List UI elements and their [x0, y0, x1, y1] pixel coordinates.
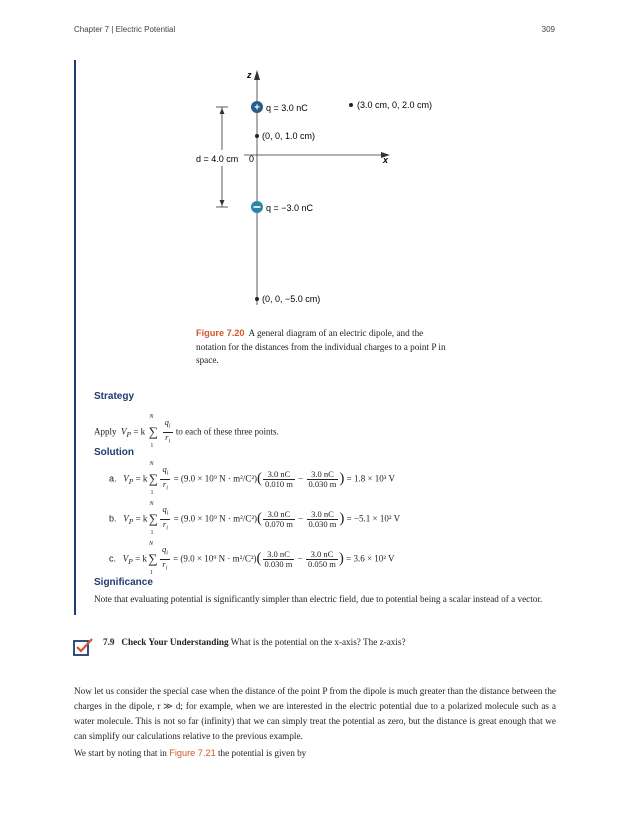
sum-upper: N — [149, 414, 154, 421]
positive-charge-label: q = 3.0 nC — [266, 103, 308, 113]
formula-fraction: $\frac{q_i}{r_i}$ — [161, 544, 168, 572]
solution-result: = −5.1 × 10² V — [346, 513, 401, 524]
solution-row: c. $V_P = k\sum$ N 1 $\frac{q_i}{r_i}$ = (9.0 × 10⁹ N · m²/C²)( $\frac{3.0 nC}{0.030 m}$ − $\frac{3.0 nC}{0.050 m}$ ) = 3.6 × 10² V — [109, 541, 395, 577]
p2-end: the potential is given by — [217, 748, 307, 758]
page-number: 309 — [541, 25, 555, 34]
negative-charge-label: q = −3.0 nC — [266, 203, 314, 213]
solution-label: a. — [109, 473, 117, 484]
term-1: $\frac{3.0 nC}{0.070 m}$ — [265, 508, 293, 529]
formula-sub-p: P — [128, 477, 134, 487]
formula-eq: = k — [135, 473, 148, 484]
p2-start: We start by noting that in — [74, 748, 167, 758]
solution-row: a. $V_P = k\sum$ N 1 $\frac{q_i}{r_i}$ = (9.0 × 10⁹ N · m²/C²)( $\frac{3.0 nC}{0.010 m}$ − $\frac{3.0 nC}{0.030 m}$ ) = 1.8 × 10³ V — [109, 461, 396, 497]
strategy-line — [94, 414, 279, 450]
formula-eq: = k — [135, 513, 148, 524]
formula-fraction: $\frac{q_i}{r_i}$ — [164, 417, 171, 445]
coulomb-constant: = (9.0 × 10⁹ N · m²/C²) — [173, 513, 258, 524]
strategy-tail: to each of these three points. — [175, 426, 279, 437]
point-c-dot — [349, 103, 353, 107]
coulomb-constant: = (9.0 × 10⁹ N · m²/C²) — [173, 473, 258, 484]
point-b-label: (0, 0, −5.0 cm) — [262, 294, 321, 304]
formula-v: V — [121, 426, 127, 437]
formula-fraction: $\frac{q_i}{r_i}$ — [162, 504, 169, 532]
dipole-figure — [0, 0, 630, 330]
figure-caption — [196, 327, 446, 368]
strategy-heading: Strategy — [94, 391, 135, 402]
sum-lower: 1 — [150, 443, 154, 450]
z-axis-arrow — [254, 70, 260, 80]
coulomb-constant: = (9.0 × 10⁹ N · m²/C²) — [173, 553, 257, 564]
check-understanding — [103, 636, 523, 649]
body-paragraph-1: Now let us consider the special case when the distance of the point P from the dipole is much greater than the distance between the charges in the dipole, r ≫ d; for example, when we are interested in the electric potential due to a polarized molecule such as a water molecule. This is not so far (infinity) that we can simply treat the potential as zero, but the distance is great enough that we can simplify our calculations relative to the previous example. — [74, 686, 556, 741]
point-b-dot — [255, 297, 259, 301]
term-1: $\frac{3.0 nC}{0.010 m}$ — [265, 468, 293, 489]
x-axis-label: x — [383, 155, 389, 165]
z-axis-label: z — [247, 70, 252, 80]
solution-label: b. — [109, 513, 117, 524]
sum-symbol: ∑ N 1 — [148, 501, 159, 537]
term-2: $\frac{3.0 nC}{0.030 m}$ — [308, 468, 337, 489]
formula-v: V — [123, 513, 129, 524]
significance-heading: Significance — [94, 577, 153, 588]
solution-result: = 1.8 × 10³ V — [346, 473, 396, 484]
formula-v: V — [122, 553, 129, 564]
checklist-icon — [72, 637, 94, 657]
significance-text: Note that evaluating potential is significantly simpler than electric field, due to potential being a scalar instead of a vector. — [94, 594, 543, 604]
formula-fraction: $\frac{q_i}{r_i}$ — [162, 464, 169, 492]
figure-7-21-link[interactable]: Figure 7.21 — [169, 748, 216, 758]
point-c-label: (3.0 cm, 0, 2.0 cm) — [357, 100, 433, 110]
formula-eq: = k — [135, 553, 147, 564]
term-1: $\frac{3.0 nC}{0.030 m}$ — [264, 548, 293, 569]
formula-v: V — [123, 473, 129, 484]
solution-label: c. — [109, 553, 117, 564]
running-header: Chapter 7 | Electric Potential — [74, 25, 176, 34]
sum-symbol: ∑ N 1 — [148, 414, 159, 450]
formula-sub-p: P — [128, 517, 134, 527]
solution-heading: Solution — [94, 447, 134, 458]
formula-sub-p: P — [128, 557, 133, 567]
body-paragraph-2 — [74, 746, 556, 761]
figure-caption-label: Figure 7.20 — [196, 328, 245, 338]
check-title: Check Your Understanding — [121, 637, 229, 647]
solution-result: = 3.6 × 10² V — [346, 553, 395, 564]
solution-row: b. $V_P = k\sum$ N 1 $\frac{q_i}{r_i}$ = (9.0 × 10⁹ N · m²/C²)( $\frac{3.0 nC}{0.070 m}$ − $\frac{3.0 nC}{0.030 m}$ ) = −5.1 × 10² V — [109, 501, 401, 537]
d-arrow-up — [220, 108, 225, 114]
plus-sign: + — [254, 102, 260, 114]
distance-label: d = 4.0 cm — [196, 154, 239, 164]
check-number: 7.9 — [103, 637, 115, 647]
strategy-apply: Apply — [94, 426, 117, 437]
sum-symbol: ∑ N 1 — [148, 461, 159, 497]
point-a-label: (0, 0, 1.0 cm) — [262, 131, 316, 141]
check-question: What is the potential on the x-axis? The z-axis? — [230, 637, 406, 647]
figure-caption-text: A general diagram of an electric dipole, and the notation for the distances from the individual charges to a point P in space. — [196, 328, 446, 365]
term-2: $\frac{3.0 nC}{0.030 m}$ — [308, 508, 337, 529]
d-arrow-down — [220, 200, 225, 206]
term-2: $\frac{3.0 nC}{0.050 m}$ — [308, 548, 336, 569]
formula-eq: = k — [133, 426, 146, 437]
sum-symbol: ∑ N 1 — [148, 541, 158, 577]
origin-label: 0 — [249, 154, 255, 164]
formula-sub-p: P — [126, 430, 132, 440]
point-a-dot — [255, 134, 259, 138]
